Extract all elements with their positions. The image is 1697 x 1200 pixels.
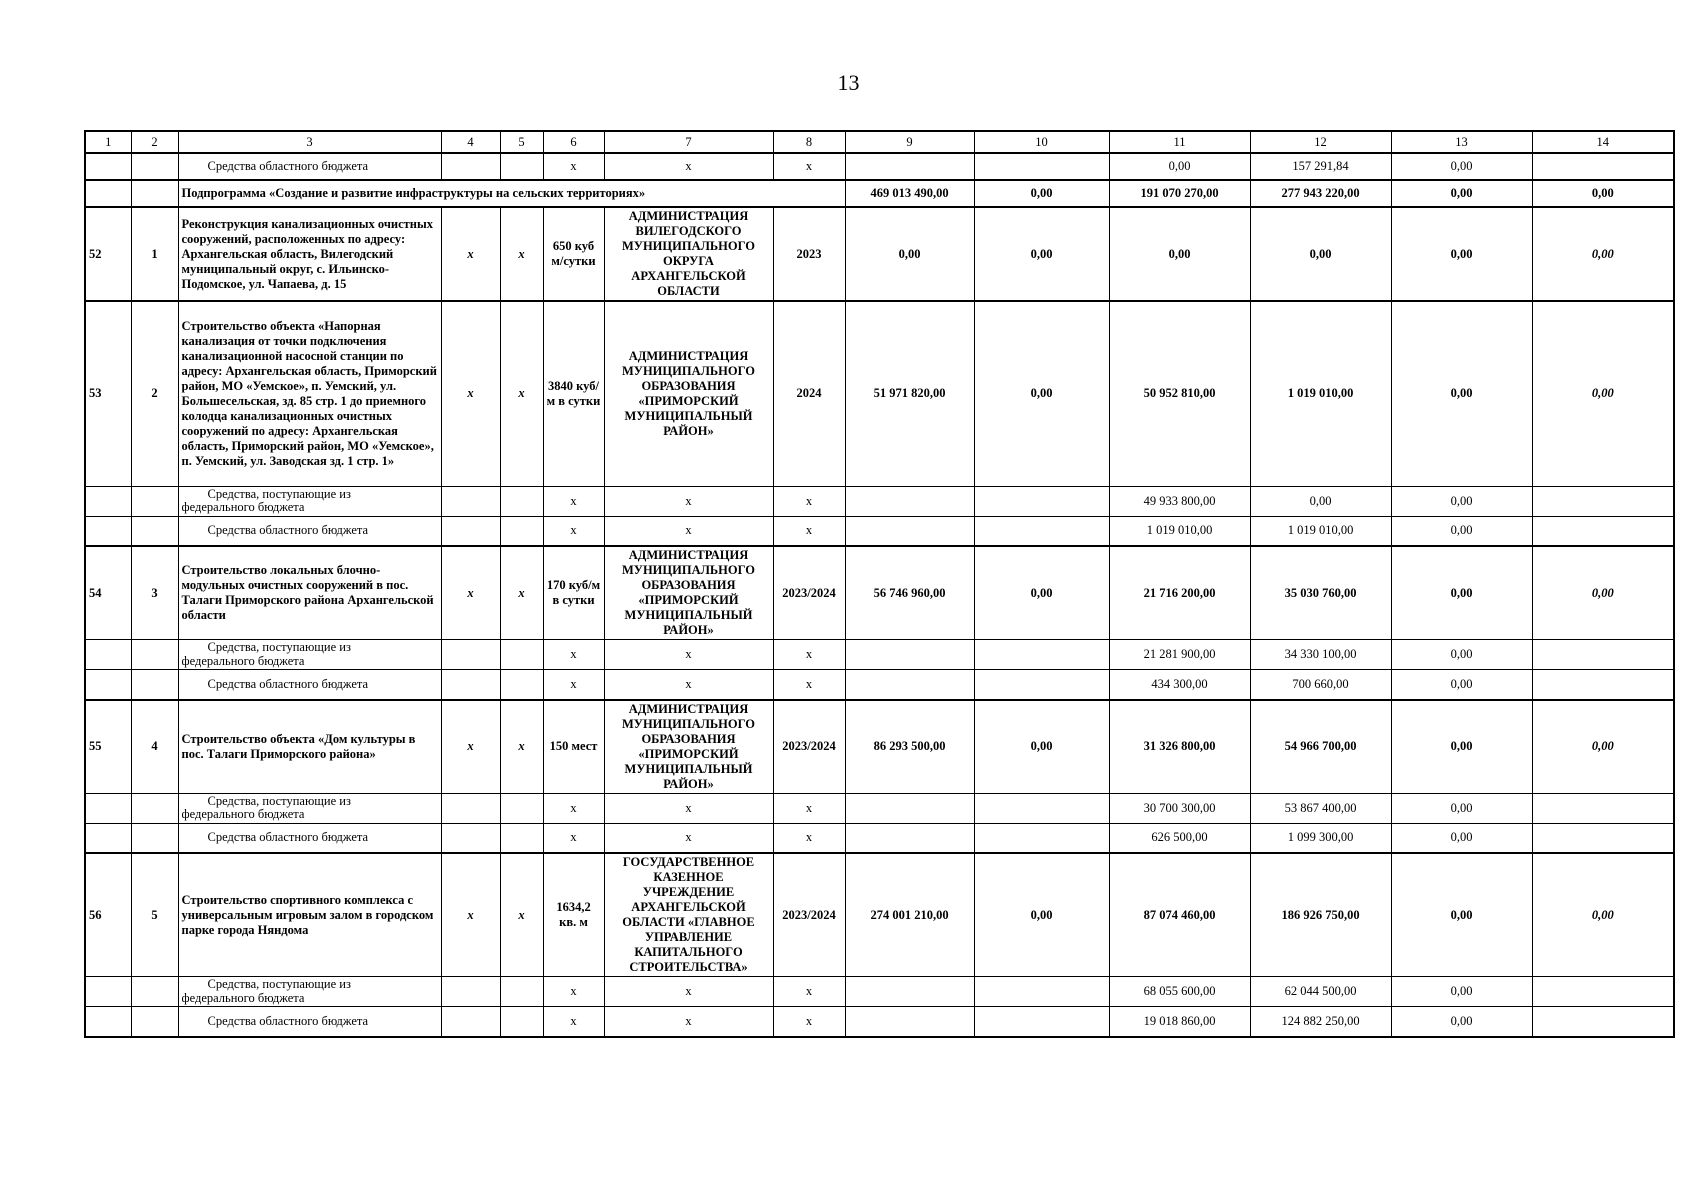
column-10-value [974,1007,1109,1037]
column-4-value: х [441,546,500,640]
cell-empty [441,153,500,180]
column-number: 1 [85,131,131,153]
amount-col11: 30 700 300,00 [1109,793,1250,823]
row-number: 56 [85,853,131,977]
amount-col14 [1532,1007,1674,1037]
amount-col14: 0,00 [1532,853,1674,977]
customer-value: х [604,793,773,823]
cell-empty [441,640,500,670]
amount-col13: 0,00 [1391,1007,1532,1037]
funding-source-row [85,1007,1674,1037]
column-5-value: х [500,546,543,640]
project-name: Строительство локальных блочно-модульных очистных сооружений в пос. Талаги Приморского района Архангельской области [178,546,441,640]
amount-col14 [1532,153,1674,180]
cell-empty [85,640,131,670]
column-10-value [974,640,1109,670]
subprogram-title: Подпрограмма «Создание и развитие инфраструктуры на сельских территориях» [178,180,845,207]
amount-col13: 0,00 [1391,670,1532,700]
column-10-value: 0,00 [974,853,1109,977]
amount-col14 [1532,793,1674,823]
year-value: 2023/2024 [773,853,845,977]
cell-empty [131,640,178,670]
project-number: 3 [131,546,178,640]
cell-empty [441,793,500,823]
row-number: 52 [85,207,131,301]
funding-source-row [85,486,1674,516]
capacity-value: х [543,153,604,180]
total-cost-value [845,153,974,180]
column-number: 11 [1109,131,1250,153]
project-row [85,700,1674,794]
funding-source-label: Средства областного бюджета [207,523,369,538]
amount-col12: 157 291,84 [1250,153,1391,180]
funding-source-name [178,670,441,700]
cell-empty [500,1007,543,1037]
customer-value: х [604,153,773,180]
column-number: 5 [500,131,543,153]
cell-empty [131,670,178,700]
amount-col11: 49 933 800,00 [1109,486,1250,516]
column-4-value: х [441,853,500,977]
amount-col14 [1532,516,1674,546]
project-row [85,853,1674,977]
total-cost-value: 86 293 500,00 [845,700,974,794]
project-name: Строительство спортивного комплекса с универсальным игровым залом в городском парке города Няндома [178,853,441,977]
funding-source-row [85,670,1674,700]
total-cost-value: 0,00 [845,207,974,301]
funding-source-label-line2: федерального бюджета [181,807,305,821]
year-value: х [773,823,845,853]
cell-empty [441,1007,500,1037]
cell-empty [131,180,178,207]
cell-empty [131,823,178,853]
cell-empty [441,516,500,546]
row-number: 55 [85,700,131,794]
capacity-value: 3840 куб/м в сутки [543,301,604,486]
year-value: х [773,516,845,546]
year-value: 2023 [773,207,845,301]
project-name: Строительство объекта «Дом культуры в пос. Талаги Приморского района» [178,700,441,794]
cell-empty [85,1007,131,1037]
funding-source-name [178,516,441,546]
amount-col12: 124 882 250,00 [1250,1007,1391,1037]
amount-col13: 0,00 [1391,700,1532,794]
customer-value: х [604,486,773,516]
amount-col11: 87 074 460,00 [1109,853,1250,977]
row-number: 53 [85,301,131,486]
year-value: х [773,486,845,516]
funding-source-name [178,793,441,823]
total-cost-value [845,486,974,516]
amount-col13: 0,00 [1391,180,1532,207]
project-row [85,301,1674,486]
column-5-value: х [500,207,543,301]
amount-col12: 0,00 [1250,207,1391,301]
year-value: х [773,793,845,823]
funding-source-label-line2: федерального бюджета [181,990,305,1005]
cell-empty [441,670,500,700]
funding-source-name [178,486,441,516]
funding-source-row [85,153,1674,180]
funding-source-row [85,516,1674,546]
project-name: Реконструкция канализационных очистных сооружений, расположенных по адресу: Архангельская область, Вилегодский муниципальный округ, с. Ильинско-Подомское, ул. Чапаева, д. 15 [178,207,441,301]
amount-col13: 0,00 [1391,153,1532,180]
column-4-value: х [441,700,500,794]
amount-col13: 0,00 [1391,546,1532,640]
funding-source-row [85,640,1674,670]
project-name: Строительство объекта «Напорная канализация от точки подключения канализационной насосной станции по адресу: Архангельская область, Приморский район, МО «Уемское», п. Уемский, ул. Большесельская, зд. 85 стр. 1 до приемного колодца канализационных очистных сооружений по адресу: Архангельская область, Приморский район, МО «Уемское», п. Уемский, ул. Заводская зд. 1 стр. 1» [178,301,441,486]
amount-col13: 0,00 [1391,301,1532,486]
capacity-value: 150 мест [543,700,604,794]
cell-empty [131,516,178,546]
amount-col14 [1532,486,1674,516]
project-row [85,546,1674,640]
funding-source-name [178,1007,441,1037]
amount-col13: 0,00 [1391,823,1532,853]
funding-source-label-line2: федерального бюджета [181,500,305,514]
funding-source-label: Средства областного бюджета [207,830,369,845]
column-10-value: 0,00 [974,301,1109,486]
total-cost-value [845,823,974,853]
project-number: 4 [131,700,178,794]
capacity-value: х [543,670,604,700]
amount-col12: 1 019 010,00 [1250,301,1391,486]
capacity-value: х [543,793,604,823]
year-value: 2023/2024 [773,700,845,794]
cell-empty [85,823,131,853]
amount-col11: 434 300,00 [1109,670,1250,700]
amount-col13: 0,00 [1391,516,1532,546]
cell-empty [441,823,500,853]
funding-source-name [178,640,441,670]
cell-empty [500,516,543,546]
column-4-value: х [441,301,500,486]
funding-source-label-line1: Средства, поступающие из [207,793,351,808]
column-number: 6 [543,131,604,153]
amount-col13: 0,00 [1391,853,1532,977]
cell-empty [131,793,178,823]
funding-source-label-line2: федерального бюджета [181,653,305,668]
funding-source-label-line1: Средства, поступающие из [207,977,351,992]
amount-col14 [1532,640,1674,670]
column-10-value [974,670,1109,700]
capacity-value: 1634,2 кв. м [543,853,604,977]
customer-value: х [604,670,773,700]
year-value: х [773,640,845,670]
amount-col14: 0,00 [1532,700,1674,794]
cell-empty [131,153,178,180]
capacity-value: 650 куб м/сутки [543,207,604,301]
project-number: 2 [131,301,178,486]
cell-empty [500,977,543,1007]
amount-col12: 34 330 100,00 [1250,640,1391,670]
funding-source-row [85,823,1674,853]
funding-source-name [178,153,441,180]
column-number: 10 [974,131,1109,153]
project-number: 1 [131,207,178,301]
year-value: х [773,670,845,700]
year-value: 2024 [773,301,845,486]
amount-col12: 62 044 500,00 [1250,977,1391,1007]
cell-empty [441,486,500,516]
column-number: 12 [1250,131,1391,153]
header-row [85,131,1674,153]
budget-table [84,130,1675,1038]
customer-value: х [604,977,773,1007]
cell-empty [85,180,131,207]
total-cost-value [845,977,974,1007]
column-number: 14 [1532,131,1674,153]
customer-value: х [604,516,773,546]
cell-empty [85,793,131,823]
amount-col11: 1 019 010,00 [1109,516,1250,546]
cell-empty [500,486,543,516]
total-cost-value [845,516,974,546]
column-10-value [974,977,1109,1007]
customer-value: х [604,640,773,670]
customer-value: АДМИНИСТРАЦИЯ МУНИЦИПАЛЬНОГО ОБРАЗОВАНИЯ «ПРИМОРСКИЙ МУНИЦИПАЛЬНЫЙ РАЙОН» [604,546,773,640]
amount-col14: 0,00 [1532,301,1674,486]
column-number: 3 [178,131,441,153]
column-10-value: 0,00 [974,180,1109,207]
cell-empty [500,670,543,700]
amount-col13: 0,00 [1391,977,1532,1007]
column-5-value: х [500,853,543,977]
year-value: 2023/2024 [773,546,845,640]
funding-source-label: Средства областного бюджета [207,1013,369,1028]
total-cost-value [845,1007,974,1037]
column-10-value [974,823,1109,853]
customer-value: АДМИНИСТРАЦИЯ ВИЛЕГОДСКОГО МУНИЦИПАЛЬНОГО ОКРУГА АРХАНГЕЛЬСКОЙ ОБЛАСТИ [604,207,773,301]
amount-col13: 0,00 [1391,793,1532,823]
total-cost-value [845,793,974,823]
amount-col11: 21 716 200,00 [1109,546,1250,640]
column-number: 4 [441,131,500,153]
project-row [85,207,1674,301]
amount-col11: 68 055 600,00 [1109,977,1250,1007]
customer-value: х [604,1007,773,1037]
total-cost-value: 51 971 820,00 [845,301,974,486]
amount-col12: 0,00 [1250,486,1391,516]
funding-source-label: Средства областного бюджета [207,676,369,691]
customer-value: ГОСУДАРСТВЕННОЕ КАЗЕННОЕ УЧРЕЖДЕНИЕ АРХАНГЕЛЬСКОЙ ОБЛАСТИ «ГЛАВНОЕ УПРАВЛЕНИЕ КАПИТАЛЬНОГО СТРОИТЕЛЬСТВА» [604,853,773,977]
column-10-value: 0,00 [974,207,1109,301]
amount-col11: 50 952 810,00 [1109,301,1250,486]
funding-source-row [85,793,1674,823]
column-10-value [974,793,1109,823]
total-cost-value [845,670,974,700]
capacity-value: х [543,486,604,516]
funding-source-label: Средства областного бюджета [207,159,369,173]
amount-col14: 0,00 [1532,180,1674,207]
cell-empty [85,670,131,700]
row-number: 54 [85,546,131,640]
capacity-value: 170 куб/м в сутки [543,546,604,640]
cell-empty [131,486,178,516]
cell-empty [85,486,131,516]
column-number: 9 [845,131,974,153]
funding-source-name [178,977,441,1007]
cell-empty [500,153,543,180]
cell-empty [441,977,500,1007]
subprogram-row [85,180,1674,207]
page-number: 13 [837,70,860,95]
amount-col11: 31 326 800,00 [1109,700,1250,794]
cell-empty [500,823,543,853]
amount-col14: 0,00 [1532,546,1674,640]
capacity-value: х [543,823,604,853]
column-10-value: 0,00 [974,546,1109,640]
capacity-value: х [543,977,604,1007]
customer-value: АДМИНИСТРАЦИЯ МУНИЦИПАЛЬНОГО ОБРАЗОВАНИЯ «ПРИМОРСКИЙ МУНИЦИПАЛЬНЫЙ РАЙОН» [604,700,773,794]
column-10-value [974,486,1109,516]
capacity-value: х [543,640,604,670]
project-number: 5 [131,853,178,977]
capacity-value: х [543,516,604,546]
customer-value: х [604,823,773,853]
year-value: х [773,1007,845,1037]
amount-col14 [1532,670,1674,700]
amount-col14 [1532,823,1674,853]
total-cost-value [845,640,974,670]
amount-col11: 0,00 [1109,153,1250,180]
column-number: 7 [604,131,773,153]
amount-col11: 0,00 [1109,207,1250,301]
year-value: х [773,153,845,180]
year-value: х [773,977,845,1007]
amount-col12: 53 867 400,00 [1250,793,1391,823]
amount-col13: 0,00 [1391,640,1532,670]
funding-source-row [85,977,1674,1007]
cell-empty [131,1007,178,1037]
column-number: 13 [1391,131,1532,153]
total-cost-value: 56 746 960,00 [845,546,974,640]
total-cost-value: 469 013 490,00 [845,180,974,207]
amount-col13: 0,00 [1391,486,1532,516]
cell-empty [85,516,131,546]
funding-source-label-line1: Средства, поступающие из [207,486,351,501]
capacity-value: х [543,1007,604,1037]
amount-col14: 0,00 [1532,207,1674,301]
total-cost-value: 274 001 210,00 [845,853,974,977]
column-4-value: х [441,207,500,301]
amount-col12: 186 926 750,00 [1250,853,1391,977]
amount-col12: 700 660,00 [1250,670,1391,700]
amount-col12: 1 099 300,00 [1250,823,1391,853]
amount-col11: 21 281 900,00 [1109,640,1250,670]
column-5-value: х [500,700,543,794]
amount-col12: 35 030 760,00 [1250,546,1391,640]
amount-col13: 0,00 [1391,207,1532,301]
cell-empty [500,793,543,823]
funding-source-label-line1: Средства, поступающие из [207,640,351,655]
amount-col12: 54 966 700,00 [1250,700,1391,794]
cell-empty [85,153,131,180]
amount-col11: 626 500,00 [1109,823,1250,853]
column-10-value [974,153,1109,180]
amount-col11: 191 070 270,00 [1109,180,1250,207]
column-5-value: х [500,301,543,486]
cell-empty [500,640,543,670]
customer-value: АДМИНИСТРАЦИЯ МУНИЦИПАЛЬНОГО ОБРАЗОВАНИЯ «ПРИМОРСКИЙ МУНИЦИПАЛЬНЫЙ РАЙОН» [604,301,773,486]
amount-col14 [1532,977,1674,1007]
column-10-value: 0,00 [974,700,1109,794]
column-10-value [974,516,1109,546]
cell-empty [85,977,131,1007]
column-number: 8 [773,131,845,153]
amount-col12: 1 019 010,00 [1250,516,1391,546]
amount-col11: 19 018 860,00 [1109,1007,1250,1037]
cell-empty [131,977,178,1007]
amount-col12: 277 943 220,00 [1250,180,1391,207]
column-number: 2 [131,131,178,153]
funding-source-name [178,823,441,853]
